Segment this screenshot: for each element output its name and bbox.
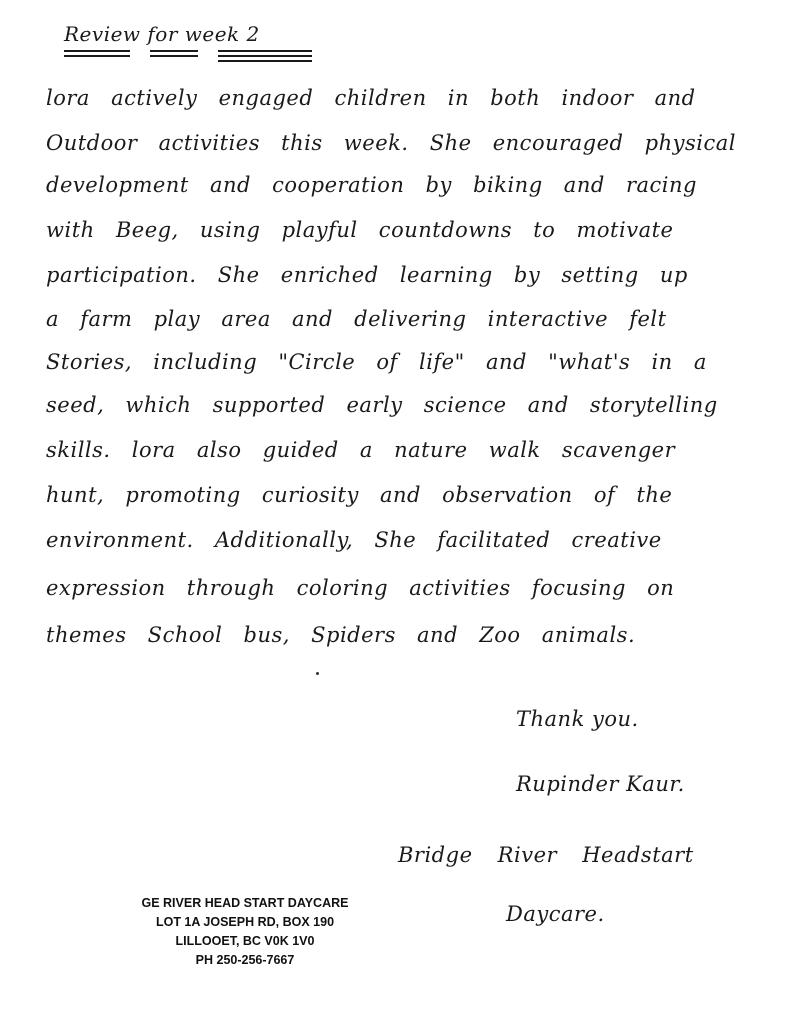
- review-body-line: lora actively engaged children in both indoor and: [46, 86, 696, 110]
- closing-organization: Bridge River Headstart: [398, 843, 694, 867]
- review-body-line: expression through coloring activities focusing on: [46, 576, 675, 600]
- title-underline: [150, 50, 198, 52]
- stamp-city-line: LILLOOET, BC V0K 1V0: [175, 934, 315, 948]
- title-underline: [218, 55, 312, 57]
- stamp-name-line: GE RIVER HEAD START DAYCARE: [141, 896, 349, 910]
- closing-thanks: Thank you.: [516, 707, 639, 731]
- daycare-address-stamp: [130, 894, 360, 970]
- stamp-phone-line: PH 250-256-7667: [195, 953, 295, 967]
- title-underline: [64, 55, 130, 57]
- ink-mark: [316, 672, 319, 675]
- title-underline: [64, 50, 130, 52]
- title-underline: [218, 50, 312, 52]
- review-body-line: skills. lora also guided a nature walk scavenger: [46, 438, 676, 462]
- stamp-street-line: LOT 1A JOSEPH RD, BOX 190: [155, 915, 335, 929]
- title-underline: [218, 60, 312, 62]
- review-body-line: development and cooperation by biking and racing: [46, 173, 697, 197]
- review-title: Review for week 2: [64, 22, 260, 46]
- review-body-line: environment. Additionally, She facilitated creative: [46, 528, 662, 552]
- closing-organization-continued: Daycare.: [506, 902, 605, 926]
- review-body-line: seed, which supported early science and storytelling: [46, 393, 718, 417]
- review-body-line: themes School bus, Spiders and Zoo animals.: [46, 623, 636, 647]
- review-body-line: Outdoor activities this week. She encouraged physical: [46, 131, 736, 155]
- review-body-line: a farm play area and delivering interactive felt: [46, 307, 667, 331]
- review-body-line: Stories, including "Circle of life" and "what's in a: [46, 350, 707, 374]
- review-body-line: participation. She enriched learning by setting up: [46, 263, 688, 287]
- review-body-line: hunt, promoting curiosity and observation of the: [46, 483, 673, 507]
- title-underline: [150, 55, 198, 57]
- review-body-line: with Beeg, using playful countdowns to motivate: [46, 218, 674, 242]
- closing-signature-name: Rupinder Kaur.: [516, 772, 685, 796]
